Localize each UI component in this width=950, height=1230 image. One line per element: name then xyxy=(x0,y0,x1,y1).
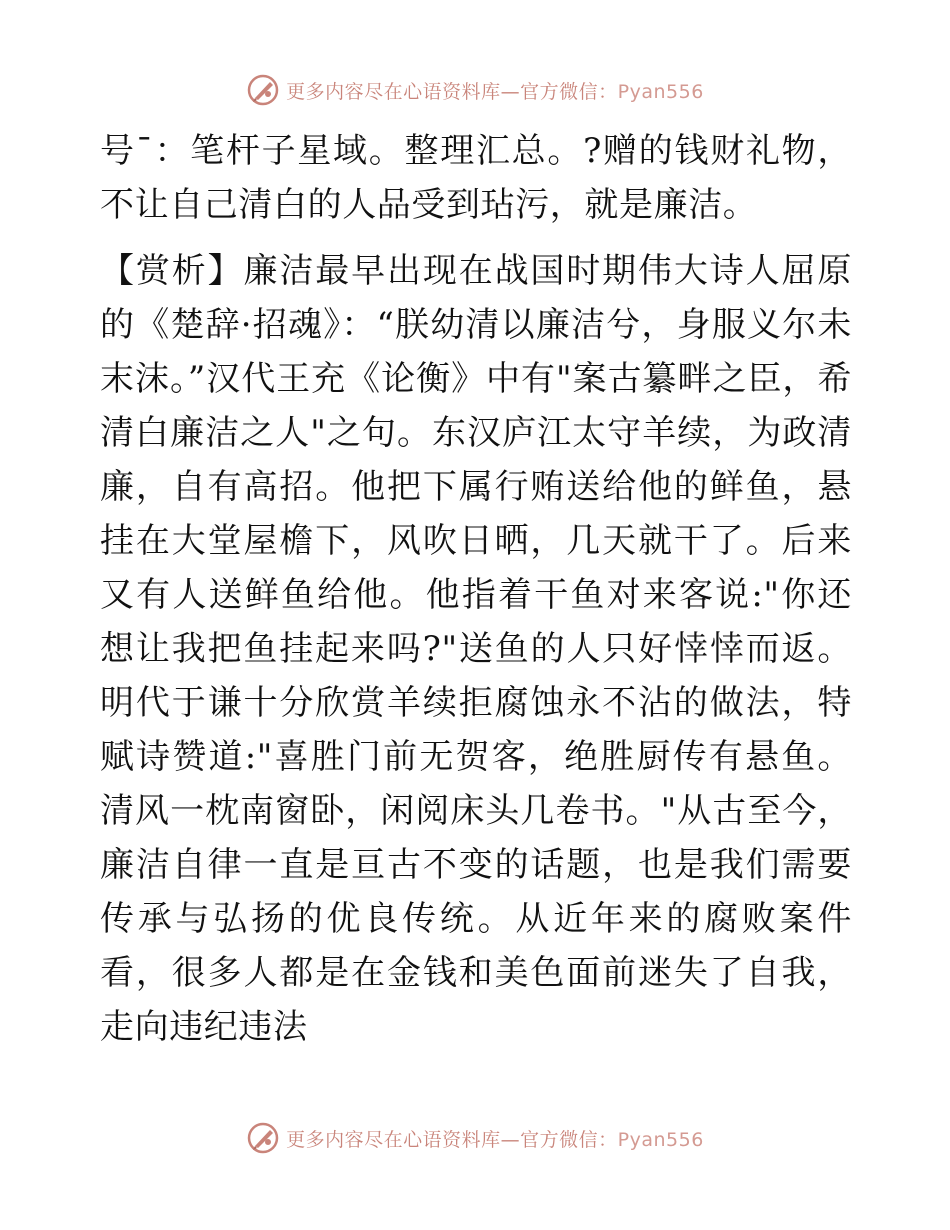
watermark-brand: 更多内容尽在心语资料库—官方微信： xyxy=(286,1128,618,1151)
watermark-handle: Pyan556 xyxy=(617,80,704,103)
watermark-text xyxy=(286,77,704,104)
watermark-brand: 更多内容尽在心语资料库—官方微信： xyxy=(286,80,618,103)
quill-pen-seal-icon xyxy=(246,73,280,107)
footer-watermark xyxy=(0,1118,950,1158)
paragraph-2: 【赏析】廉洁最早出现在战国时期伟大诗人屈原的《楚辞·招魂》：“朕幼清以廉洁兮，身服义尔未末沫。”汉代王充《论衡》中有"案古纂畔之臣，希清白廉洁之人"之句。东汉庐江太守羊续，为政清廉，自有高招。他把下属行贿送给他的鲜鱼，悬挂在大堂屋檐下，风吹日晒，几天就干了。后来又有人送鲜鱼给他。他指着干鱼对来客说:"你还想让我把鱼挂起来吗?"送鱼的人只好悻悻而返。明代于谦十分欣赏羊续拒腐蚀永不沾的做法，特赋诗赞道:"喜胜门前无贺客，绝胜厨传有悬鱼。清风一枕南窗卧，闲阅床头几卷书。"从古至今，廉洁自律一直是亘古不变的话题，也是我们需要传承与弘扬的优良传统。从近年来的腐败案件看，很多人都是在金钱和美色面前迷失了自我，走向违纪违法 xyxy=(100,251,852,1047)
watermark-text xyxy=(286,1125,704,1152)
quill-pen-seal-icon xyxy=(246,1121,280,1155)
watermark-handle: Pyan556 xyxy=(617,1128,704,1151)
document-body xyxy=(100,124,852,1054)
header-watermark xyxy=(0,70,950,110)
paragraph-1: 号¯：笔杆子星域。整理汇总。?赠的钱财礼物，不让自己清白的人品受到玷污，就是廉洁。 xyxy=(100,131,852,225)
